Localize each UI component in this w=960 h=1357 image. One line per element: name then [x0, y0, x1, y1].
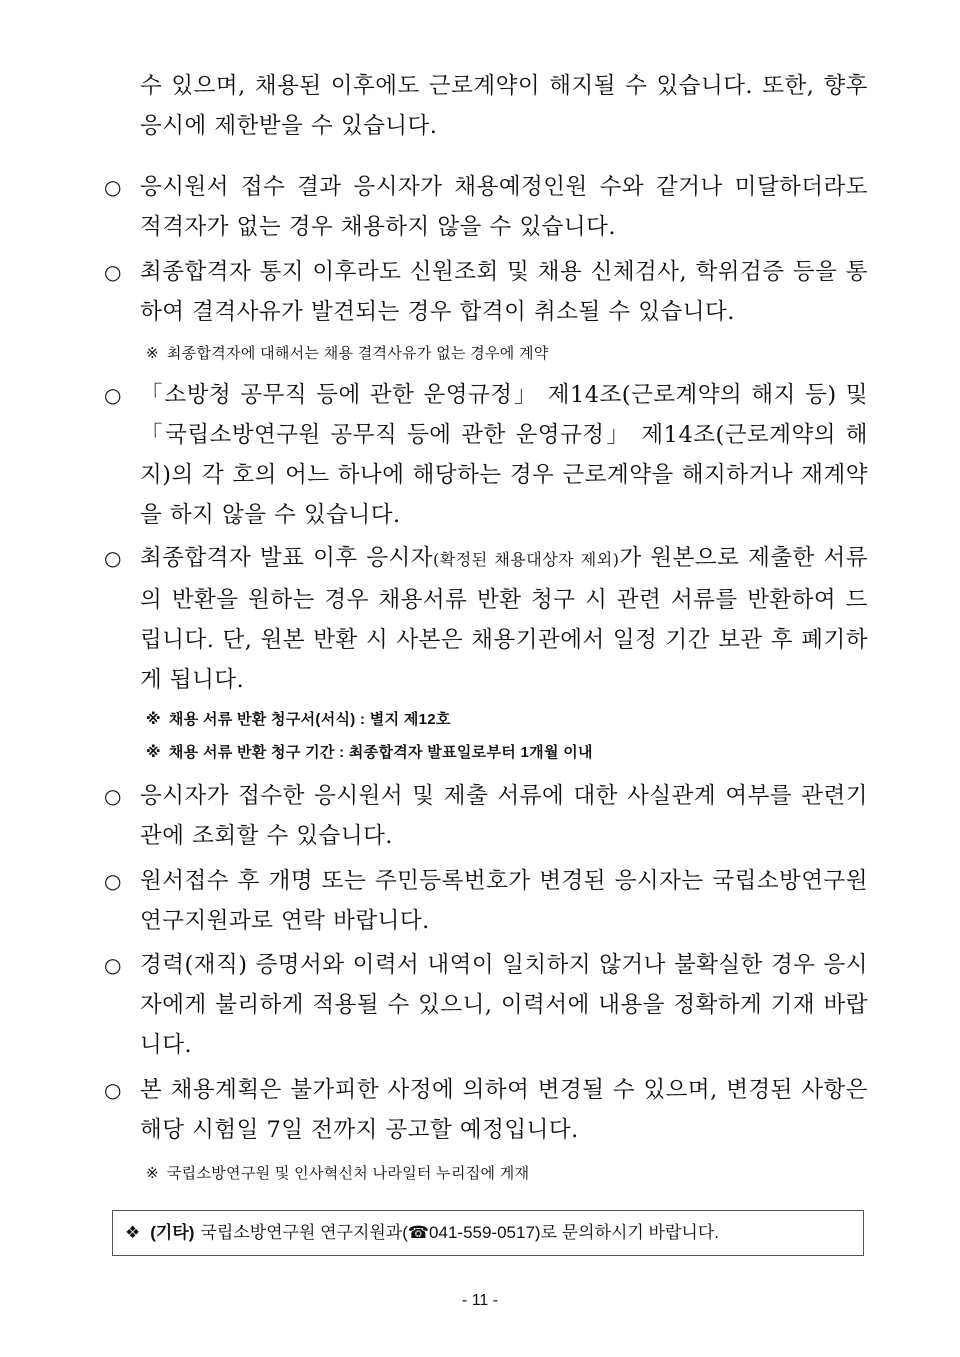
paragraph-continuation: [104, 66, 868, 146]
paragraph-text: 원서접수 후 개명 또는 주민등록번호가 변경된 응시자는 국립소방연구원 연구지원과로 연락 바랍니다.: [140, 868, 868, 934]
note-text: 최종합격자에 대해서는 채용 결격사유가 없는 경우에 계약: [166, 345, 549, 362]
diamond-bullet-icon: ❖: [125, 1223, 141, 1242]
paragraph-text: 「소방청 공무직 등에 관한 운영규정」 제14조(근로계약의 해지 등) 및 「국립소방연구원 공무직 등에 관한 운영규정」 제14조(근로계약의 해지)의 각 호의 어느 하나에 해당하는 경우 근로계약을 해지하거나 재계약을 하지 않을 수 있습니다.: [140, 382, 868, 528]
paragraph-text-part: 최종합격자 발표 이후 응시자: [140, 545, 434, 571]
paragraph-text: 경력(재직) 증명서와 이력서 내역이 일치하지 않거나 불확실한 경우 응시자에게 불리하게 적용될 수 있으니, 이력서에 내용을 정확하게 기재 바랍니다.: [140, 952, 868, 1058]
paragraph-item: [104, 1070, 868, 1150]
contact-info-box: [112, 1210, 864, 1256]
circle-bullet-icon: ○: [104, 260, 122, 284]
page-number: - 11 -: [461, 1292, 499, 1309]
note-line: [146, 343, 866, 365]
circle-bullet-icon: ○: [104, 175, 122, 199]
reference-mark-icon: ※: [146, 345, 159, 362]
circle-bullet-icon: ○: [104, 1078, 122, 1102]
note-line: [146, 1163, 866, 1185]
circle-bullet-icon: ○: [104, 784, 122, 808]
paragraph-text: [140, 538, 868, 700]
paragraph-text: 응시자가 접수한 응시원서 및 제출 서류에 대한 사실관계 여부를 관련기관에 조회할 수 있습니다.: [140, 783, 868, 849]
paragraph-text: 수 있으며, 채용된 이후에도 근로계약이 해지될 수 있습니다. 또한, 향후 응시에 제한받을 수 있습니다.: [140, 73, 868, 139]
paragraph-item: [104, 945, 868, 1065]
paragraph-item: [104, 167, 868, 247]
paragraph-text: 본 채용계획은 불가피한 사정에 의하여 변경될 수 있으며, 변경된 사항은 해당 시험일 7일 전까지 공고할 예정입니다.: [140, 1077, 868, 1143]
circle-bullet-icon: ○: [104, 383, 122, 407]
paragraph-text: 최종합격자 통지 이후라도 신원조회 및 채용 신체검사, 학위검증 등을 통하여 결격사유가 발견되는 경우 합격이 취소될 수 있습니다.: [140, 259, 868, 325]
reference-mark-icon: ※: [146, 744, 161, 761]
circle-bullet-icon: ○: [104, 869, 122, 893]
note-line: [146, 709, 866, 731]
paragraph-item: [104, 252, 868, 332]
note-text: 국립소방연구원 및 인사혁신처 나라일터 누리집에 게재: [166, 1165, 530, 1182]
reference-mark-icon: ※: [146, 711, 161, 728]
note-text: 채용 서류 반환 청구서(서식) : 별지 제12호: [168, 711, 451, 728]
paragraph-inline-note: (확정된 채용대상자 제외): [433, 550, 620, 569]
paragraph-item: [104, 538, 868, 700]
paragraph-item: [104, 776, 868, 856]
note-line: [146, 742, 866, 764]
info-box-label: (기타): [150, 1223, 195, 1242]
paragraph-item: [104, 861, 868, 941]
paragraph-text-part: 가 원본으로 제출한 서류의 반환을 원하는 경우 채용서류 반환 청구 시 관련 서류를 반환하여 드립니다. 단, 원본 반환 시 사본은 채용기관에서 일정 기간 보관 후 폐기하게 됩니다.: [140, 545, 869, 693]
note-text: 채용 서류 반환 청구 기간 : 최종합격자 발표일로부터 1개월 이내: [168, 744, 593, 761]
circle-bullet-icon: ○: [104, 546, 122, 570]
info-box-text: 국립소방연구원 연구지원과(☎041-559-0517)로 문의하시기 바랍니다.: [200, 1223, 719, 1242]
circle-bullet-icon: ○: [104, 953, 122, 977]
reference-mark-icon: ※: [146, 1165, 159, 1182]
paragraph-item: [104, 375, 868, 535]
paragraph-text: 응시원서 접수 결과 응시자가 채용예정인원 수와 같거나 미달하더라도 적격자가 없는 경우 채용하지 않을 수 있습니다.: [140, 174, 868, 240]
